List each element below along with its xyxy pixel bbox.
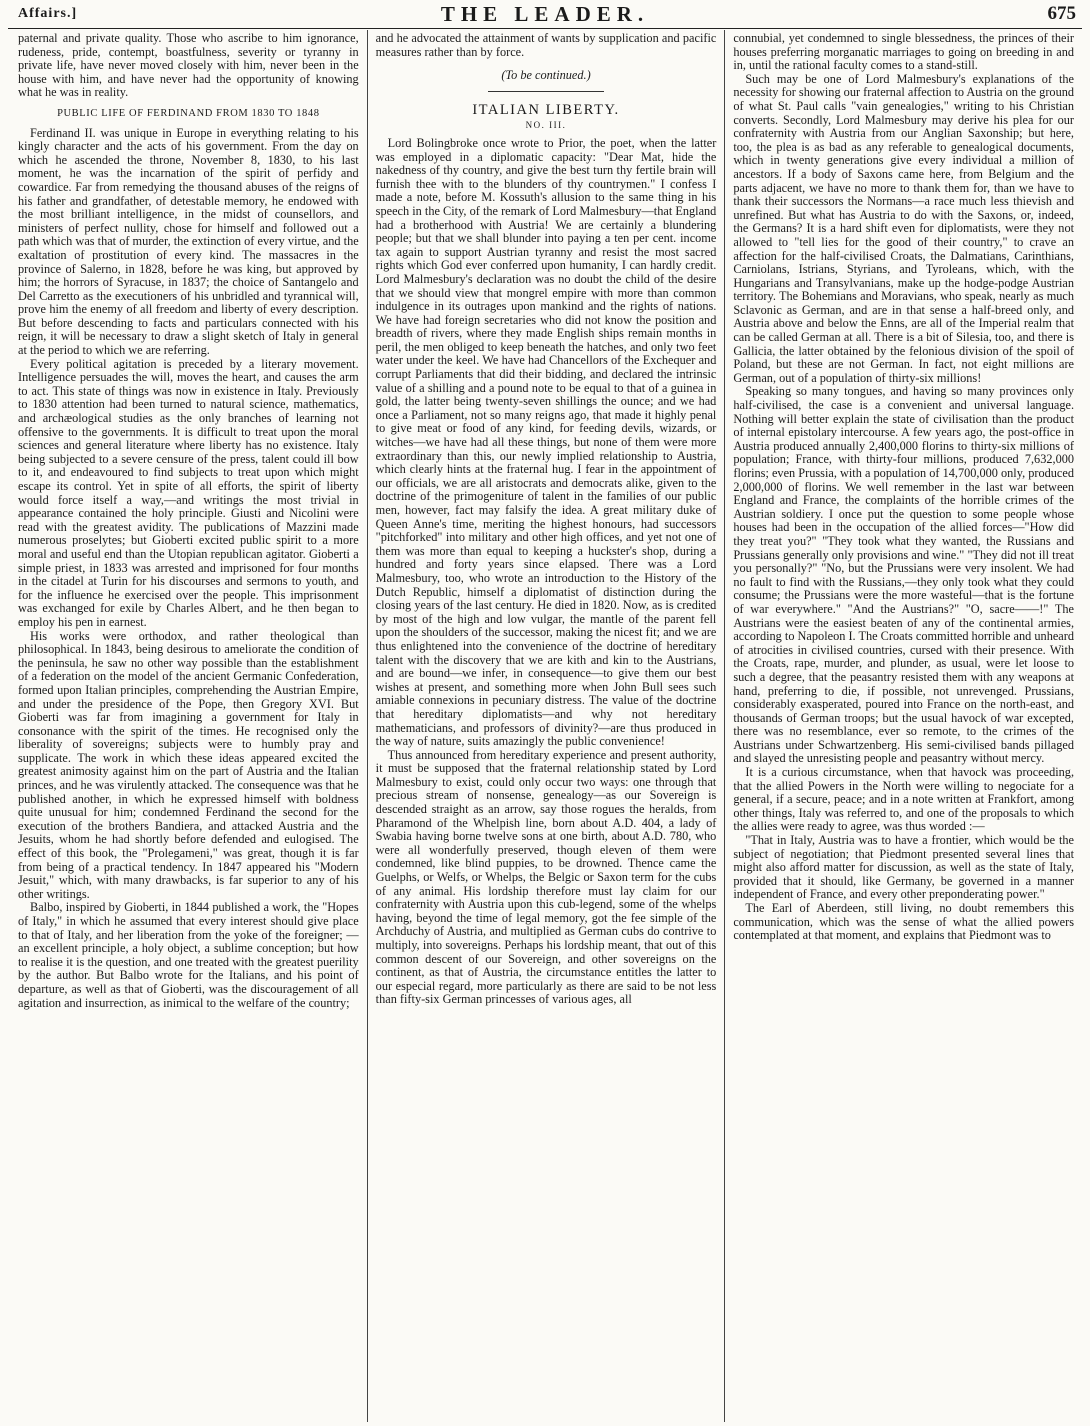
page-number: 675 bbox=[1047, 3, 1076, 24]
paragraph: Thus announced from hereditary experience and present authority, it must be supposed that the fraternal relationship stated by Lord Malmesbury to exist, could only occur two ways: one through that precious stream of nonsense, genealogy—as our Sovereign is descended straight as an arrow, say those rogues the heralds, from Pharamond of the Whelpish line, born about A.D. 404, a lady of Swabia having borne twelve sons at one birth, about A.D. 780, who were all wonderfully preserved, though eleven of them were condemned, like blind puppies, to be drowned. Thence came the Guelphs, or Welfs, or Whelps, the Belgic or Saxon term for the cubs of any animal. His lordship therefore must lay claim for our confraternity with Austria upon this cub-legend, some of the whelps having, beyond the time of legal memory, got the fee simple of the Archduchy of Austria, and multiplied as German cubs do contrive to multiply, into sovereigns. Perhaps his lordship meant, that out of this common descent of our Sovereign, and other sovereigns on the continent, as that of Austria, the circumstance entitles the latter to our especial regard, more particularly as there are said to be not less than fifty-six German princesses of various ages, all bbox=[375, 747, 717, 1007]
paragraph: The Earl of Aberdeen, still living, no doubt remembers this communication, which was the sense of what the allied powers contemplated at that moment, and explains that Piedmont was to bbox=[733, 901, 1075, 943]
paragraph: connubial, yet condemned to single blessedness, the princes of their houses preferring morganatic marriages to going on breeding in and in, until the rational faculty comes to a stand-still. bbox=[733, 31, 1075, 73]
masthead bbox=[8, 0, 1082, 29]
column-3 bbox=[725, 30, 1082, 1422]
section-label: Affairs.] bbox=[18, 6, 78, 21]
section-heading: PUBLIC LIFE OF FERDINAND FROM 1830 TO 1848 bbox=[57, 107, 320, 119]
paragraph: It is a curious circumstance, when that havock was proceeding, that the allied Powers in the North were willing to negociate for a general, if a secure, peace; and in a note written at Frankfort, among other things, Italy was referred to, and one of the proposals to which the allies were ready to agree, was thus worded :— bbox=[733, 765, 1075, 834]
paragraph: Such may be one of Lord Malmesbury's explanations of the necessity for showing our fraternal affection to Austria on the ground of what St. Paul calls "vain genealogies," writing to his Christian converts. Secondly, Lord Malmesbury may derive his plea for our confraternity with Austria from our Anglian Saxonship; but here, too, the plea is as bad as any referable to genealogical documents, which in twenty generations give every individual a million of ancestors. If a body of Saxons came here, from Belgium and the parts adjacent, we have no more to thank them for, than we have to thank their successors the Normans—a race much less thievish and unrefined. But what has Austria to do with the Saxons, or, indeed, the Germans? It is a hard shift even for diplomatists, were they not allowed to "tell lies for the good of their country," to crave an affection for the half-civilised Croats, the Dalmatians, Carinthians, Carniolans, Istrians, Styrians, and Tyroleans, which, with the Hungarians and Transylvanians, make up the hodge-podge Austrian territory. The Bohemians and Moravians, who speak, nearly as much Sclavonic as German, and are in that sense a half-breed only, and Austria above and below the Enns, are all of the Imperial realm that can be called German at all. There is a bit of Silesia, too, and there is Gallicia, the latter obtained by the felonious division of the spoil of Poland, but these are not German. In fact, not eight millions are German, out of a population of thirty-six millions! bbox=[733, 71, 1075, 385]
paragraph: His works were orthodox, and rather theological than philosophical. In 1843, being desirous to ameliorate the condition of the peninsula, he saw no other way possible than the establishment of a federation on the model of the ancient Germanic Confederation, formed upon Italian principles, comprehending the Austrian Empire, and under the presidence of the Pope, then Gregory XVI. But Gioberti was far from imagining a government for Italy in consonance with the spirit of the times. He recognised only the liberality of sovereigns; subjects were to humbly pray and supplicate. The work in which these ideas appeared excited the greatest animosity against him on the part of Austria and the Italian princes, and he was virulently attacked. The consequence was that he published another, in which he expressed himself with boldness quite unusual for him; condemned Ferdinand the second for the execution of the brothers Bandiera, and attacked Austria and the Jesuits, whom he had shortly before defended and eulogised. The effect of this book, the "Prolegameni," was great, though it is far from being of a practical tendency. In 1847 appeared his "Modern Jesuit," which, with many drawbacks, is far superior to any of his other writings. bbox=[18, 628, 359, 901]
article-title: ITALIAN LIBERTY. bbox=[472, 101, 620, 118]
paragraph: Ferdinand II. was unique in Europe in everything relating to his kingly character and the acts of his government. From the day on which he ascended the throne, November 8, 1830, to his last moment, he was the incarnation of the spirit of perfidy and cowardice. Far from remedying the thousand abuses of the reigns of his father and grandfather, of detestable memory, he endowed with the most brilliant intelligence, in the midst of counsellors, and ministers of perfect nullity, chose for himself and followed out a path which was that of murder, the extinction of every virtue, and the exaltation of prostitution of every kind. The massacres in the province of Salerno, in 1828, before he was king, but approved by him; the horrors of Syracuse, in 1837; the choice of Santangelo and Del Carretto as the executioners of his unbridled and tyrannical will, prove him the enemy of all freedom and liberty of every description. But before descending to facts and particulars connected with his reign, it will be necessary to draw a slight sketch of Italy in general at the period to which we are referring. bbox=[18, 125, 359, 358]
column-1 bbox=[12, 30, 368, 1422]
paragraph: and he advocated the attainment of wants by supplication and pacific measures rather than by force. bbox=[375, 31, 717, 59]
article-number: NO. III. bbox=[525, 120, 567, 131]
paragraph: Speaking so many tongues, and having so many provinces only half-civilised, the case is a convenient and universal language. Nothing will better explain the state of civilisation than the product of internal epistolary intercourse. A few years ago, the post-office in Austria produced annually 2,400,000 florins to thirty-six millions of population; France, with thirty-four millions, produced 7,632,000 florins; even Prussia, with a population of 14,700,000 only, produced 2,000,000 of florins. We well remember in the last war between England and France, the complaints of the horrible crimes of the Austrian soldiery. I once put the question to some people whose houses had been in the occupation of the allied forces—"How did they treat you?" "They took what they wanted, the Russians and Prussians generally only provisions and wine." "They did not ill treat you personally?" "No, but the Prussians were very insolent. We had no fault to find with the Russians,—they only took what they could consume; the Prussians were the more wasteful—that is the fortune of war everywhere." "And the Austrians?" "O, sacre——!" The Austrians were the easiest beaten of any of the continental armies, according to Napoleon I. The Croats committed horrible and unheard of atrocities in civilised countries, cursed with their presence. With the Croats, rape, murder, and plunder, as usual, were let loose to such a degree, that the peasantry resisted them with any weapons at hand, preferring to die, if possible, not unrevenged. Prussians, considerably exasperated, poured into France on the north-east, and thousands of German troops; but the usual havock of war excepted, there was no resemblance, ever so remote, to the crimes of the Austrians under Schwartzenberg. His semi-civilised bands pillaged and slayed the unresisting people and peasantry without mercy. bbox=[733, 384, 1075, 766]
paragraph: Balbo, inspired by Gioberti, in 1844 published a work, the "Hopes of Italy," in which he assumed that every interest should give place to that of Italy, and her liberation from the yoke of the foreigner; —an excellent principle, a holy object, a sublime conception; but how to realise it is the question, and one treated with the greatest puerility by the author. But Balbo wrote for the Italians, and his point of departure, as well as that of Gioberti, was the discouragement of all agitation and insurrection, as inimical to the welfare of the country; bbox=[18, 900, 359, 1010]
article-columns bbox=[12, 30, 1082, 1422]
quoted-paragraph: "That in Italy, Austria was to have a frontier, which would be the subject of negotiation; that Piedmont presented several lines that might also afford matter for discussion, as well as the state of Italy, provided that it should, like Germany, be governed in a manner independent of France, and every other preponderating power." bbox=[733, 833, 1075, 902]
paragraph: paternal and private quality. Those who ascribe to him ignorance, rudeness, pride, contempt, boastfulness, severity or tyranny in private life, have never moved closely with him, never been in the house with him, and have never had the opportunity of knowing what he was in reality. bbox=[18, 31, 359, 100]
newspaper-title: THE LEADER. bbox=[440, 2, 650, 26]
column-2 bbox=[368, 30, 726, 1422]
paragraph: Every political agitation is preceded by a literary movement. Intelligence persuades the will, moves the heart, and causes the arm to act. This state of things was now in existence in Italy. Previously to 1830 attention had been turned to natural science, mathematics, and archæological studies as the only branches of learning not offensive to the governments. It is difficult to treat upon the moral sciences and general literature where liberty has no existence. Italy being subjected to a severe censure of the press, talent could ill bow to it, and endeavoured to find subjects to treat upon which might escape its control. Yet in spite of all efforts, the spirit of liberty would force itself a way,—and writings the most trivial in appearance contained the holy principle. Giusti and Nicolini were read with the greatest avidity. The publications of Mazzini made numerous proselytes; but Gioberti excited public spirit to a more moral and useful end than the Utopian republican agitator. Gioberti a simple priest, in 1833 was arrested and imprisoned for four months in the citadel at Turin for his discourses and sermons to youth, and for the influence he exercised over the people. This imprisonment was exchanged for exile by Charles Albert, and he then began to employ his pen in earnest. bbox=[18, 356, 359, 629]
to-be-continued: (To be continued.) bbox=[501, 68, 591, 83]
paragraph: Lord Bolingbroke once wrote to Prior, the poet, when the latter was employed in a diplomatic capacity: "Dear Mat, hide the nakedness of thy country, and give the best turn thy fertile brain will furnish thee with to the blunders of thy countrymen." I confess I made a note, before M. Kossuth's allusion to the same thing in his speech in the City, of the remark of Lord Malmesbury—that England had a brotherhood with Austria! We are certainly a blundering people; but that we shall blunder into paying a ten per cent. income tax again to support Austrian tyranny and resist the most sacred rights which God ever conferred upon humanity, I can hardly credit. Lord Malmesbury's declaration was no doubt the child of the desire that we should view that mongrel empire with more than common indulgence in its outrages upon mankind and the rights of nations. We have had foreign secretaries who did not know the position and breadth of rivers, where they made English ships remain months in peril, the men obliged to keep beneath the hatches, and only two feet water under the keel. We have had Chancellors of the Exchequer and corrupt Parliaments that did their bidding, and declared the intrinsic value of a shilling and a pound note to be equal to that of a guinea in gold, the latter being twenty-seven shillings the ounce; and we had once a Parliament, not so many reigns ago, that made it highly penal to give meat or food of any kind, for feeding devils, wizards, or witches—we have had all these things, but none of them were more extraordinary than this, our newly implied relationship to Austria, which clearly hints at the fraternal hug. I fear in the appointment of our officials, we are all aristocrats and democrats alike, given to the doctrine of the primogeniture of talent in the families of our public men, however, fact may falsify the idea. A great military duke of Queen Anne's time, meriting the highest honours, had successors "pitchforked" into military and other high offices, and yet not one of them was more than equal to keeping a huckster's shop, during a hundred and forty years since elapsed. There was a Lord Malmesbury, too, who wrote an introduction to the History of the Dutch Republic, himself a diplomatist of distinction during the closing years of the last century. He died in 1820. Now, as is credited by most of the high and low vulgar, the mantle of the parent fell upon the shoulders of the successor, making the nicest fit; and we are thus enlightened into the convenience of the doctrine of hereditary talent with the discovery that we are kith and kin to the Austrians, and are bound—we infer, in consequence—to give them our best wishes at present, and something more when John Bull sees such amiable connexions in pecuniary distress. The value of the doctrine that hereditary diplomatists—and why not hereditary mathematicians, and professors of divinity?—are thus produced in the way of nature, suits amazingly the public convenience! bbox=[375, 135, 717, 749]
divider bbox=[488, 91, 604, 92]
